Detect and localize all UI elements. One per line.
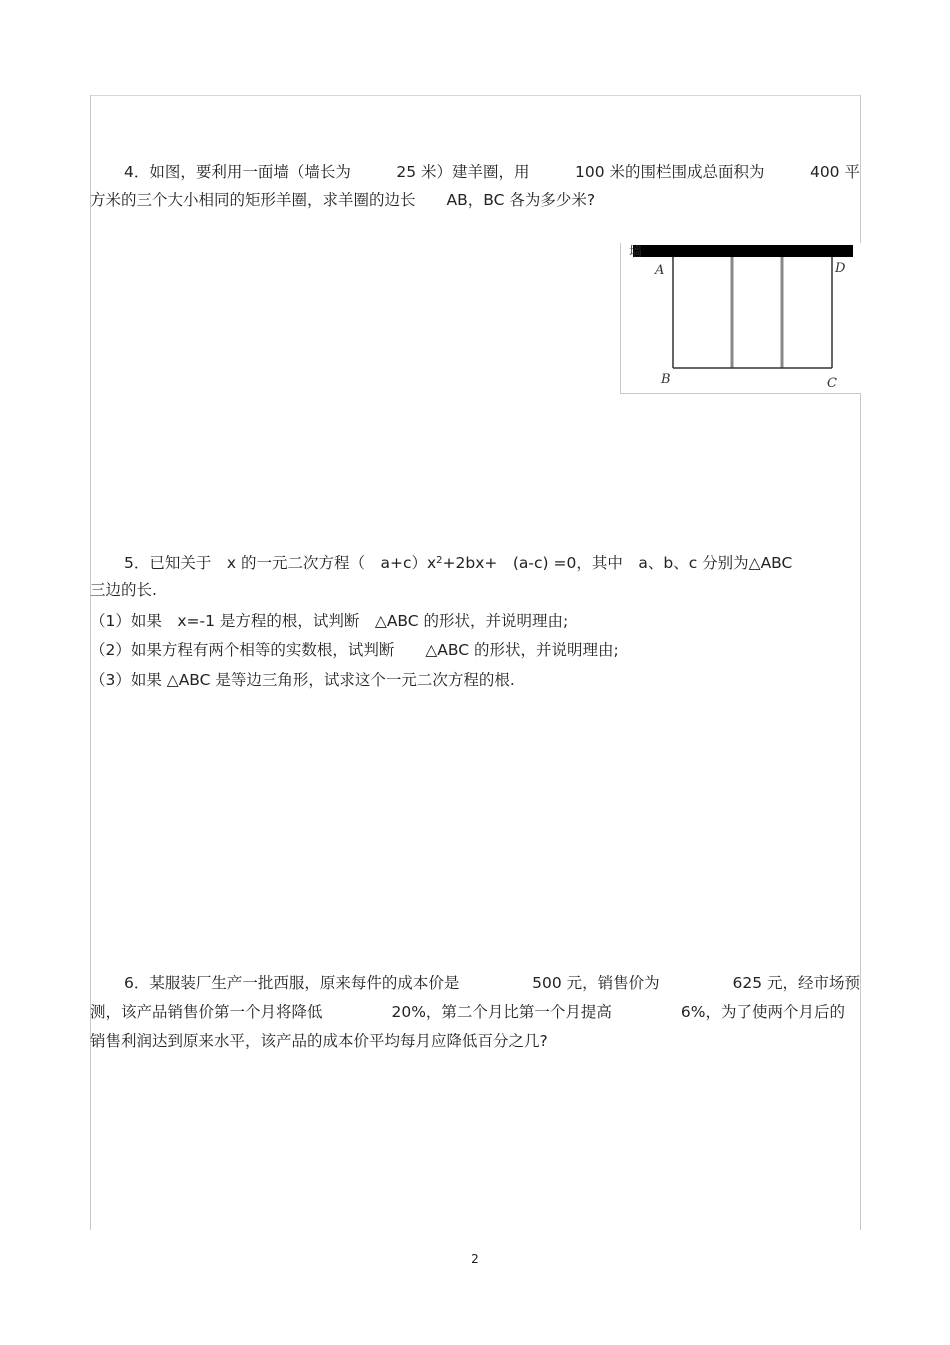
q6-text-3: 625 元，经市场预 [732, 974, 860, 992]
sheep-pen-diagram [621, 243, 861, 393]
label-d: D [835, 261, 846, 276]
q6-text-2: 500 元，销售价为 [532, 974, 660, 992]
q4-text-4: 400 平 [809, 163, 860, 181]
q6-text-6: 6%，为了使两个月后的 [680, 1003, 845, 1021]
label-c: C [827, 376, 837, 391]
q5-part-1: （1）如果 x=-1 是方程的根，试判断 △ABC 的形状，并说明理由; [90, 612, 569, 630]
label-b: B [661, 372, 671, 387]
q6-text-5: 20%，第二个月比第一个月提高 [391, 1003, 612, 1021]
q5-line-2: 三边的长. [90, 581, 157, 599]
label-a: A [655, 263, 665, 278]
q6-text-1: 6．某服装厂生产一批西服，原来每件的成本价是 [124, 974, 460, 992]
right-border-upper [860, 95, 861, 243]
q5-exponent: 2 [436, 555, 443, 566]
q6-text-4: 测，该产品销售价第一个月将降低 [90, 1003, 323, 1021]
q5-line-1 [124, 553, 860, 573]
page-number: 2 [471, 1252, 479, 1266]
q6-line-2 [90, 1002, 845, 1022]
q5-text-a: 5．已知关于 x 的一元二次方程（ a+c）x [124, 554, 437, 572]
sheep-pen-figure [620, 243, 861, 394]
q4-text-1: 4．如图，要利用一面墙（墙长为 [124, 163, 351, 181]
q4-text-2: 25 米）建羊圈，用 [396, 163, 530, 181]
q6-line-3: 销售利润达到原来水平，该产品的成本价平均每月应降低百分之几? [90, 1032, 548, 1050]
q5-part-2: （2）如果方程有两个相等的实数根，试判断 △ABC 的形状，并说明理由; [90, 641, 619, 659]
q6-line-1 [124, 973, 860, 993]
wall-bar [633, 245, 853, 257]
q5-part-3: （3）如果 △ABC 是等边三角形，试求这个一元二次方程的根. [90, 671, 515, 689]
q4-line-2: 方米的三个大小相同的矩形羊圈，求羊圈的边长 AB，BC 各为多少米? [90, 191, 596, 209]
left-border [90, 95, 91, 1230]
q4-text-3: 100 米的围栏围成总面积为 [574, 163, 765, 181]
q4-line-1 [124, 162, 860, 182]
right-border-lower [860, 393, 861, 1230]
wall-label: 墙 [629, 245, 643, 260]
q5-text-b: +2bx+ (a-c) =0，其中 a、b、c 分别为△ABC [442, 554, 793, 572]
